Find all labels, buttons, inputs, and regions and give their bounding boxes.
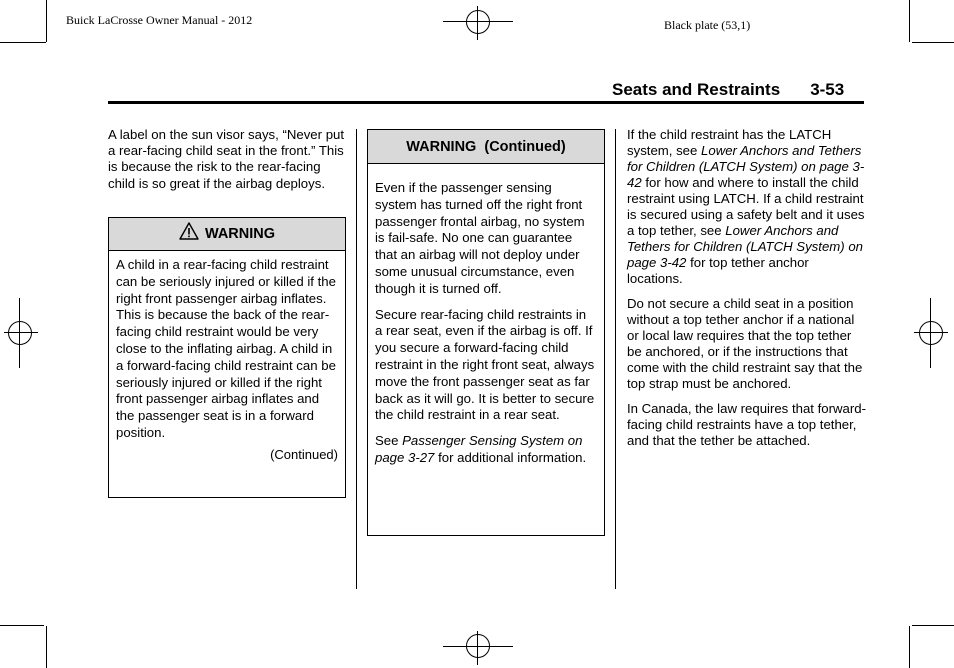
column-divider: [615, 129, 616, 589]
text-run: for additional information.: [434, 449, 587, 465]
tether-paragraph: Do not secure a child seat in a position without a top tether anchor if a national or local law requires that the top tether be anchored, or if the instructions that come with the child restraint say that the top strap must be anchored.: [627, 296, 863, 391]
warning-paragraph: This is because the back of the rear-facing child restraint would be very close to the inflating airbag. A child in a forward-facing child restraint can be seriously injured or killed if the right front passenger airbag inflates and the passenger seat is in a forward position.: [116, 307, 336, 440]
warning-paragraph: A child in a rear-facing child restraint can be seriously injured or killed if the right front passenger airbag inflates.: [116, 257, 336, 306]
crop-mark: [912, 625, 954, 626]
crop-mark: [46, 0, 47, 42]
warning-heading-text: WARNING: [204, 226, 276, 242]
text-run: for how and where to install the child restraint using LATCH. If a child restraint is secured using a safety belt and it uses a top tether, see: [627, 175, 865, 238]
warning-body: [368, 164, 604, 467]
text-run: See: [375, 433, 403, 449]
warning-body: [109, 251, 345, 464]
crop-mark: [909, 0, 910, 42]
crop-mark: [46, 626, 47, 668]
warning-continued-heading: WARNING (Continued): [368, 130, 604, 164]
warning-box: [108, 217, 346, 498]
cross-reference-link[interactable]: Passenger Sensing System on page 3-27: [375, 433, 583, 465]
page-number: 3-53: [810, 80, 845, 99]
canada-paragraph: In Canada, the law requires that forward-facing child restraints have a top tether, and that the tether be attached.: [627, 401, 866, 448]
column-divider: [356, 129, 357, 589]
manual-title: Buick LaCrosse Owner Manual - 2012: [66, 13, 253, 27]
plate-info: Black plate (53,1): [664, 18, 751, 32]
continued-label: (Continued): [270, 446, 338, 462]
warning-paragraph: Even if the passenger sensing system has turned off the right front passenger frontal airbag, no system is fail-safe. No one can guarantee that an airbag will not deploy under some unusual circumstance, even though it is turned off.: [375, 180, 585, 296]
cross-reference-link[interactable]: Lower Anchors and Tethers for Children (LATCH System) on page 3-42: [627, 223, 863, 270]
warning-continued-box: [367, 129, 605, 536]
section-heading: [612, 80, 844, 100]
crop-mark: [0, 625, 44, 626]
column-1: [108, 127, 348, 201]
title-rule: [108, 101, 864, 104]
crop-mark: [0, 42, 46, 43]
warning-heading: [109, 218, 345, 251]
text-run: for top tether anchor locations.: [627, 255, 809, 286]
section-title: Seats and Restraints: [612, 80, 781, 99]
intro-paragraph: A label on the sun visor says, “Never put a rear-facing child seat in the front.” This is because the risk to the rear-facing child is so great if the airbag deploys.: [108, 127, 345, 191]
warning-paragraph: Secure rear-facing child restraints in a rear seat, even if the airbag is off. If you secure a forward-facing child restraint in the right front seat, always move the front passenger seat as far back as it will go. It is better to secure the child restraint in a rear seat.: [375, 306, 595, 423]
cross-reference-link[interactable]: Lower Anchors and Tethers for Children (LATCH System) on page 3-42: [627, 143, 865, 190]
crop-mark: [909, 626, 910, 668]
latch-paragraph: [627, 127, 867, 287]
column-3: [627, 127, 867, 458]
warning-paragraph: [375, 433, 597, 467]
warning-triangle-icon: [179, 222, 199, 240]
crop-mark: [912, 42, 954, 43]
text-run: If the child restraint has the LATCH system, see: [627, 127, 832, 158]
